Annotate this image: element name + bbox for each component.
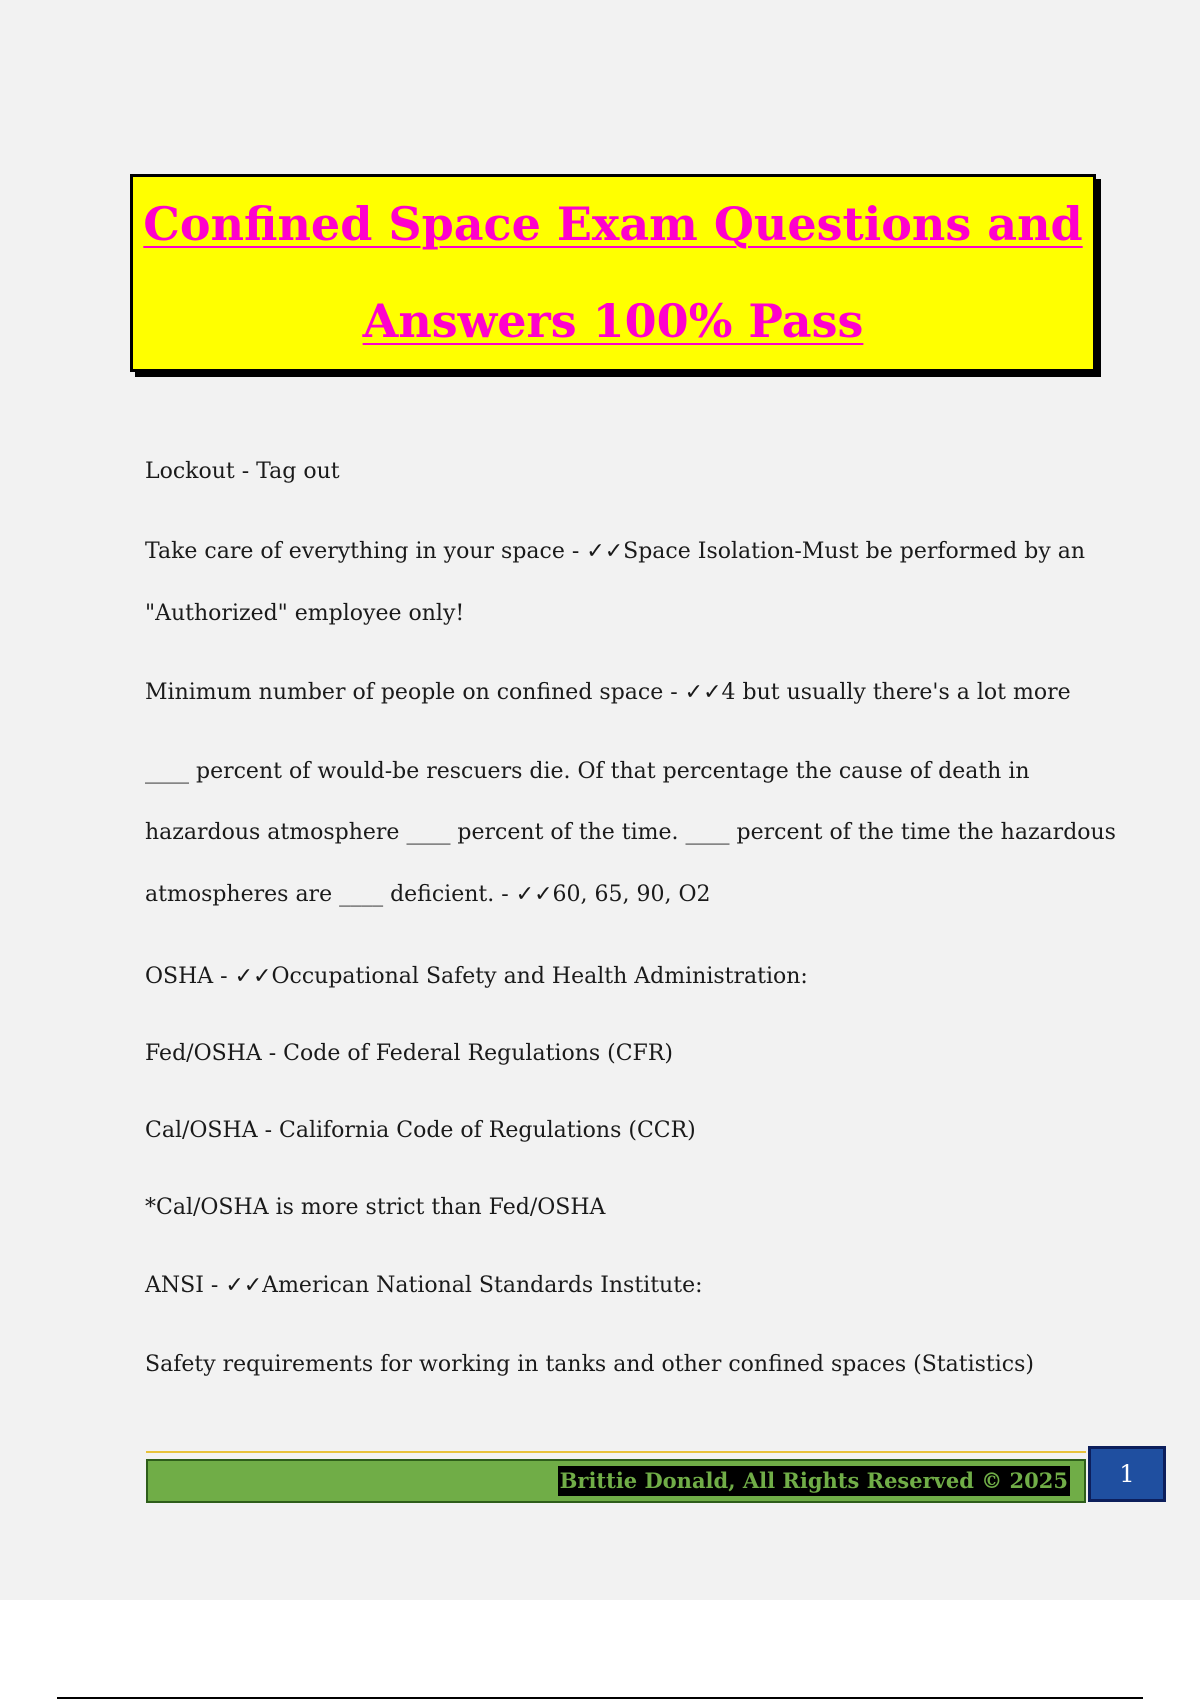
title-banner <box>130 174 1096 372</box>
footer-bar <box>146 1459 1086 1503</box>
text-line-safety-requirements: Safety requirements for working in tanks and other confined spaces (Statistics) <box>145 1352 1034 1377</box>
text-line-space-isolation: Take care of everything in your space - ✓✓Space Isolation-Must be performed by an <box>145 539 1086 564</box>
footer-divider <box>146 1451 1086 1453</box>
page-number: 1 <box>1119 1460 1135 1488</box>
text-line-cal-osha: Cal/OSHA - California Code of Regulations (CCR) <box>145 1118 696 1143</box>
page-number-badge <box>1088 1446 1166 1502</box>
title-line-1: Confined Space Exam Questions and <box>143 197 1083 251</box>
text-line-fed-osha: Fed/OSHA - Code of Federal Regulations (CFR) <box>145 1041 673 1066</box>
text-line-lockout: Lockout - Tag out <box>145 459 340 484</box>
text-line-authorized: "Authorized" employee only! <box>145 601 465 626</box>
text-line-minimum-people: Minimum number of people on confined space - ✓✓4 but usually there's a lot more <box>145 680 1071 705</box>
text-line-ansi: ANSI - ✓✓American National Standards Institute: <box>145 1273 703 1298</box>
text-line-osha: OSHA - ✓✓Occupational Safety and Health Administration: <box>145 964 808 989</box>
text-line-deficient-answer: atmospheres are ____ deficient. - ✓✓60, 65, 90, O2 <box>145 882 711 907</box>
footer-copyright: Brittie Donald, All Rights Reserved © 2025 <box>558 1466 1070 1496</box>
text-line-cal-osha-strict: *Cal/OSHA is more strict than Fed/OSHA <box>145 1195 606 1220</box>
page-bottom-divider <box>57 1697 1143 1699</box>
text-line-hazardous-atmosphere: hazardous atmosphere ____ percent of the time. ____ percent of the time the hazardous <box>145 820 1116 845</box>
title-line-2: Answers 100% Pass <box>362 294 864 348</box>
text-line-rescuers: ____ percent of would-be rescuers die. Of that percentage the cause of death in <box>145 759 1030 784</box>
